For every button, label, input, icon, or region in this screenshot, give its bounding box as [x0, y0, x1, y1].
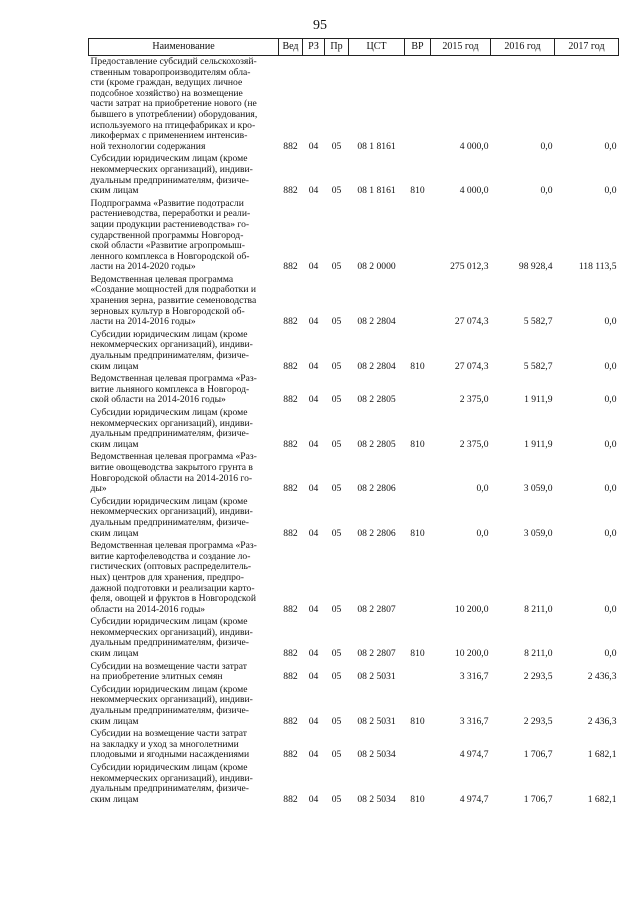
row-name-line: ским лицам	[90, 438, 139, 450]
row-name-line: сударственной программы Новгород-	[90, 229, 244, 241]
row-rz: 04	[308, 671, 319, 683]
row-vr	[405, 451, 431, 495]
row-ved: 882	[283, 749, 298, 761]
row-rz: 04	[308, 316, 319, 328]
row-name-line: ским лицам	[90, 185, 139, 197]
row-value-2017: 0,0	[604, 527, 617, 539]
row-name-line: ским лицам	[90, 793, 139, 805]
row-name	[89, 616, 279, 660]
row-value-2017: 1 682,1	[587, 793, 617, 805]
row-cst: 08 2 0000	[357, 261, 396, 273]
row-name-line: дуальным предпринимателям, физиче-	[90, 705, 249, 717]
header-2015: 2015 год	[431, 39, 491, 56]
row-name-line: ским лицам	[90, 715, 139, 727]
row-rz: 04	[308, 438, 319, 450]
row-value-2017: 1 682,1	[587, 749, 617, 761]
budget-table	[88, 38, 619, 806]
table-row	[89, 616, 619, 660]
row-name-line: Субсидии юридическим лицам (кроме	[90, 762, 248, 773]
row-ved: 882	[283, 483, 298, 495]
row-pr: 05	[331, 185, 342, 197]
row-value-2016: 3 059,0	[523, 527, 553, 539]
row-name-line: ственным товаропроизводителям обла-	[90, 66, 251, 78]
row-pr: 05	[331, 438, 342, 450]
row-value-2016: 3 059,0	[523, 483, 553, 495]
row-name-line: витие льняного комплекса в Новгород-	[90, 383, 250, 395]
row-value-2016: 5 582,7	[523, 360, 553, 372]
row-cst: 08 2 2804	[357, 316, 396, 328]
row-name-line: Субсидии юридическим лицам (кроме	[90, 616, 248, 628]
row-name-line: Ведомственная целевая программа	[90, 273, 234, 285]
row-pr: 05	[331, 483, 342, 495]
row-name-line: дуальным предпринимателям, физиче-	[90, 428, 249, 440]
row-value-2015: 0,0	[476, 483, 489, 495]
row-pr: 05	[331, 360, 342, 372]
row-value-2016: 8 211,0	[524, 603, 553, 615]
row-pr: 05	[331, 261, 342, 273]
table-row	[89, 153, 619, 197]
row-value-2016: 5 582,7	[523, 316, 553, 328]
row-rz: 04	[308, 603, 319, 615]
row-name-line: ласти на 2014-2016 годы»	[90, 316, 196, 328]
row-name-line: подсобное хозяйство) на возмещение	[90, 87, 243, 99]
row-value-2015: 4 974,7	[459, 749, 489, 761]
row-value-2015: 4 000,0	[459, 185, 489, 197]
table-row	[89, 496, 619, 540]
row-name-line: сти (кроме граждан, ведущих личное	[90, 77, 243, 89]
table-row	[89, 762, 619, 806]
row-value-2017: 0,0	[604, 603, 617, 615]
table-row	[89, 274, 619, 329]
header-name: Наименование	[89, 39, 279, 56]
row-name-line: Субсидии на возмещение части затрат	[90, 728, 247, 740]
row-ved: 882	[283, 715, 298, 727]
row-value-2016: 98 928,4	[518, 261, 553, 273]
row-rz: 04	[308, 483, 319, 495]
row-name	[89, 373, 279, 407]
row-name-line: некоммерческих организаций), индиви-	[90, 163, 253, 175]
row-cst: 08 1 8161	[357, 185, 396, 197]
row-name	[89, 496, 279, 540]
row-name-line: на приобретение элитных семян	[90, 671, 223, 683]
row-name-line: ленного комплекса в Новгородской об-	[90, 250, 250, 262]
header-cst: ЦСТ	[349, 39, 405, 56]
row-value-2017: 0,0	[604, 185, 617, 197]
row-vr	[405, 540, 431, 616]
row-name	[89, 274, 279, 329]
header-vr: ВР	[405, 39, 431, 56]
row-value-2017: 2 436,3	[587, 671, 617, 683]
row-name-line: ных) центров для хранения, предпро-	[90, 571, 244, 583]
row-name-line: хранения зерна, развитие семеноводства	[90, 295, 257, 307]
row-value-2016: 1 706,7	[523, 749, 553, 761]
row-cst: 08 2 2805	[357, 438, 396, 450]
row-name-line: ской области на 2014-2016 годы»	[90, 394, 226, 406]
row-value-2017: 118 113,5	[578, 261, 617, 273]
row-rz: 04	[308, 394, 319, 406]
row-pr: 05	[331, 793, 342, 805]
row-value-2016: 0,0	[540, 140, 553, 152]
row-cst: 08 2 2805	[357, 394, 396, 406]
row-name-line: плодовыми и ягодными насаждениями	[90, 749, 250, 761]
row-cst: 08 2 5034	[357, 793, 396, 805]
table-row	[89, 198, 619, 274]
table-header-row	[89, 39, 619, 56]
row-vr: 810	[410, 715, 425, 727]
row-name-line: витие картофелеводства и создание ло-	[90, 550, 251, 562]
row-name-line: Подпрограмма «Развитие подотрасли	[90, 197, 244, 209]
row-value-2017: 0,0	[604, 438, 617, 450]
row-name-line: Субсидии юридическим лицам (кроме	[90, 683, 248, 695]
row-name-line: некоммерческих организаций), индиви-	[90, 339, 253, 351]
row-name-line: Новгородской области на 2014-2016 го-	[90, 472, 253, 484]
row-name-line: ды»	[90, 483, 107, 495]
row-value-2015: 4 974,7	[459, 793, 489, 805]
table-row	[89, 407, 619, 451]
row-name-line: бывшего в употреблении) оборудования,	[90, 108, 258, 120]
row-ved: 882	[283, 360, 298, 372]
row-ved: 882	[283, 671, 298, 683]
row-name-line: Ведомственная целевая программа «Раз-	[90, 540, 257, 552]
row-value-2015: 275 012,3	[450, 261, 489, 273]
page-number: 95	[313, 18, 327, 33]
row-name-line: растениеводства, переработки и реали-	[90, 208, 251, 220]
header-rz: РЗ	[303, 39, 325, 56]
row-value-2017: 0,0	[604, 483, 617, 495]
row-name-line: дуальным предпринимателям, физиче-	[90, 637, 249, 649]
row-cst: 08 2 2807	[357, 648, 396, 660]
row-rz: 04	[308, 185, 319, 197]
row-vr	[405, 198, 431, 274]
row-cst: 08 2 2804	[357, 360, 396, 372]
row-name-line: дуальным предпринимателям, физиче-	[90, 783, 249, 795]
row-name-line: Субсидии на возмещение части затрат	[90, 660, 247, 672]
row-name-line: части затрат на приобретение нового (не	[90, 98, 257, 110]
row-value-2017: 0,0	[604, 648, 617, 660]
row-ved: 882	[283, 394, 298, 406]
row-cst: 08 2 2806	[357, 527, 396, 539]
row-rz: 04	[308, 793, 319, 805]
row-rz: 04	[308, 715, 319, 727]
row-name	[89, 728, 279, 762]
table-row	[89, 451, 619, 495]
row-name-line: ским лицам	[90, 360, 139, 372]
row-name-line: некоммерческих организаций), индиви-	[90, 417, 253, 429]
row-value-2016: 8 211,0	[524, 648, 553, 660]
row-cst: 08 2 5031	[357, 671, 396, 683]
row-value-2016: 2 293,5	[523, 715, 553, 727]
row-rz: 04	[308, 648, 319, 660]
row-name	[89, 661, 279, 684]
row-name-line: дажной подготовки и реализации карто-	[90, 582, 255, 594]
row-vr: 810	[410, 527, 425, 539]
row-name-line: Ведомственная целевая программа «Раз-	[90, 451, 257, 463]
row-name	[89, 540, 279, 616]
row-name-line: Субсидии юридическим лицам (кроме	[90, 407, 248, 418]
row-ved: 882	[283, 793, 298, 805]
row-value-2015: 27 074,3	[454, 316, 489, 328]
row-value-2016: 1 706,7	[523, 793, 553, 805]
row-name-line: Субсидии юридическим лицам (кроме	[90, 495, 248, 507]
row-name	[89, 684, 279, 728]
row-vr: 810	[410, 185, 425, 197]
row-name-line: используемого на птицефабриках и кро-	[90, 119, 256, 131]
row-vr	[405, 661, 431, 684]
row-vr	[405, 728, 431, 762]
row-cst: 08 2 2806	[357, 483, 396, 495]
row-name-line: на закладку и уход за многолетними	[90, 738, 239, 750]
row-value-2015: 3 316,7	[459, 715, 489, 727]
row-pr: 05	[331, 671, 342, 683]
row-name	[89, 762, 279, 806]
row-value-2017: 2 436,3	[587, 715, 617, 727]
row-name-line: области на 2014-2016 годы»	[90, 603, 206, 615]
row-name-line: феля, овощей и фруктов в Новгородской	[90, 593, 256, 605]
row-name-line: некоммерческих организаций), индиви-	[90, 694, 253, 706]
row-value-2016: 2 293,5	[523, 671, 553, 683]
row-value-2017: 0,0	[604, 316, 617, 328]
row-ved: 882	[283, 261, 298, 273]
row-name-line: дуальным предпринимателям, физиче-	[90, 516, 249, 528]
row-name	[89, 56, 279, 154]
row-rz: 04	[308, 140, 319, 152]
row-value-2015: 4 000,0	[459, 140, 489, 152]
row-name-line: ласти на 2014-2020 годы»	[90, 261, 196, 273]
table-row	[89, 373, 619, 407]
row-ved: 882	[283, 185, 298, 197]
table-row	[89, 684, 619, 728]
row-name-line: Субсидии юридическим лицам (кроме	[90, 328, 248, 340]
row-pr: 05	[331, 603, 342, 615]
row-name-line: некоммерческих организаций), индиви-	[90, 506, 253, 518]
row-value-2015: 27 074,3	[454, 360, 489, 372]
row-name	[89, 198, 279, 274]
row-name-line: ским лицам	[90, 527, 139, 539]
header-pr: Пр	[325, 39, 349, 56]
row-name-line: витие овощеводства закрытого грунта в	[90, 461, 253, 473]
row-name-line: зации продукции растениеводства» го-	[90, 218, 250, 230]
row-pr: 05	[331, 527, 342, 539]
row-vr	[405, 56, 431, 154]
row-name-line: ной технологии содержания	[90, 140, 206, 152]
row-rz: 04	[308, 527, 319, 539]
row-value-2016: 1 911,9	[524, 438, 553, 450]
table-row	[89, 728, 619, 762]
row-value-2016: 1 911,9	[524, 394, 553, 406]
row-vr: 810	[410, 648, 425, 660]
row-pr: 05	[331, 394, 342, 406]
table-row	[89, 540, 619, 616]
table-row	[89, 329, 619, 373]
row-ved: 882	[283, 316, 298, 328]
row-rz: 04	[308, 261, 319, 273]
row-name	[89, 451, 279, 495]
row-value-2015: 10 200,0	[454, 603, 489, 615]
row-cst: 08 2 5034	[357, 749, 396, 761]
row-name-line: дуальным предпринимателям, физиче-	[90, 174, 249, 186]
row-name-line: ской области «Развитие агропромыш-	[90, 240, 245, 252]
row-ved: 882	[283, 140, 298, 152]
header-2016: 2016 год	[491, 39, 555, 56]
row-ved: 882	[283, 648, 298, 660]
row-name-line: некоммерческих организаций), индиви-	[90, 772, 253, 784]
row-ved: 882	[283, 603, 298, 615]
row-cst: 08 2 2807	[357, 603, 396, 615]
row-rz: 04	[308, 749, 319, 761]
row-value-2015: 3 316,7	[459, 671, 489, 683]
header-2017: 2017 год	[555, 39, 619, 56]
row-name-line: некоммерческих организаций), индиви-	[90, 626, 253, 638]
row-name-line: «Создание мощностей для подработки и	[90, 284, 256, 296]
row-pr: 05	[331, 648, 342, 660]
row-value-2017: 0,0	[604, 360, 617, 372]
row-pr: 05	[331, 316, 342, 328]
row-value-2017: 0,0	[604, 394, 617, 406]
row-vr	[405, 373, 431, 407]
row-vr: 810	[410, 438, 425, 450]
row-value-2015: 2 375,0	[459, 438, 489, 450]
row-ved: 882	[283, 438, 298, 450]
row-name-line: ликофермах с применением интенсив-	[90, 130, 248, 142]
row-pr: 05	[331, 715, 342, 727]
row-pr: 05	[331, 749, 342, 761]
row-name-line: зерновых культур в Новгородской об-	[90, 305, 245, 317]
row-value-2015: 0,0	[476, 527, 489, 539]
header-ved: Вед	[279, 39, 303, 56]
row-vr	[405, 274, 431, 329]
row-name	[89, 329, 279, 373]
row-name-line: Ведомственная целевая программа «Раз-	[90, 373, 257, 385]
row-name-line: ским лицам	[90, 648, 139, 660]
row-name-line: Субсидии юридическим лицам (кроме	[90, 153, 248, 165]
row-name	[89, 153, 279, 197]
table-row	[89, 661, 619, 684]
table-body	[89, 56, 619, 807]
row-value-2015: 10 200,0	[454, 648, 489, 660]
row-value-2015: 2 375,0	[459, 394, 489, 406]
row-ved: 882	[283, 527, 298, 539]
row-cst: 08 2 5031	[357, 715, 396, 727]
row-value-2017: 0,0	[604, 140, 617, 152]
row-name-line: гистических (оптовых распределитель-	[90, 561, 252, 573]
row-value-2016: 0,0	[540, 185, 553, 197]
row-pr: 05	[331, 140, 342, 152]
row-vr: 810	[410, 793, 425, 805]
row-name-line: дуальным предпринимателям, физиче-	[90, 350, 249, 362]
table-row	[89, 56, 619, 154]
row-rz: 04	[308, 360, 319, 372]
row-name	[89, 407, 279, 451]
row-vr: 810	[410, 360, 425, 372]
row-cst: 08 1 8161	[357, 140, 396, 152]
row-name-line: Предоставление субсидий сельскохозяй-	[90, 56, 257, 67]
